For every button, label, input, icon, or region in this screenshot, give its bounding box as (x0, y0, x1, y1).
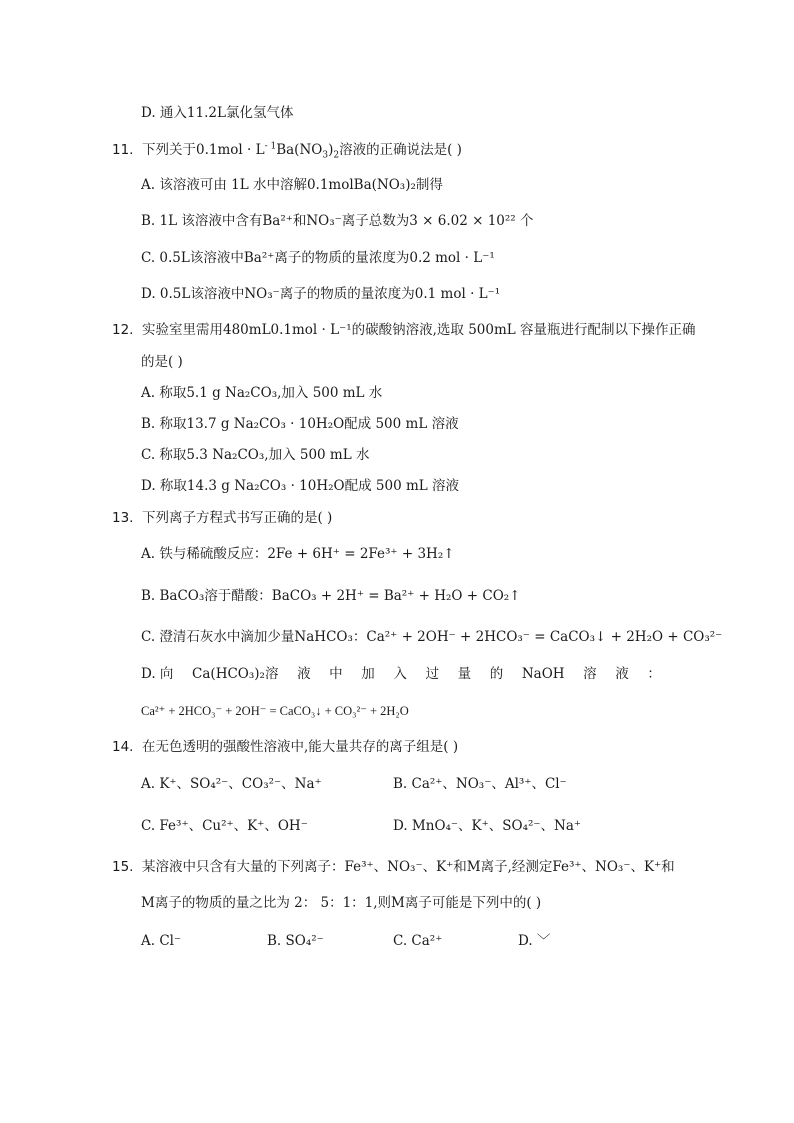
q11-option-c: C. 0.5L该溶液中Ba²⁺离子的物质的量浓度为0.2 mol · L⁻¹ (141, 250, 495, 266)
q13-stem: 13. 下列离子方程式书写正确的是( ) (112, 510, 333, 526)
q13-d-word: 量 (457, 666, 472, 682)
q12-stem-line1: 12. 实验室里需用480mL0.1mol · L⁻¹的碳酸钠溶液,选取 500mL 容量瓶进行配制以下操作正确 (112, 322, 696, 338)
q12-number: 12. (112, 322, 134, 338)
q12-option-b: B. 称取13.7 g Na₂CO₃ · 10H₂O配成 500 mL 溶液 (141, 416, 459, 432)
q10-option-d: D. 通入11.2L氯化氢气体 (141, 105, 294, 121)
q15-option-d: D. ﹀ (518, 933, 551, 949)
q13-option-b: B. BaCO₃溶于醋酸：BaCO₃ + 2H⁺ = Ba²⁺ + H₂O + CO₂↑ (141, 588, 521, 604)
q11-option-d: D. 0.5L该溶液中NO₃⁻离子的物质的量浓度为0.1 mol · L⁻¹ (141, 286, 501, 302)
q14-number: 14. (112, 739, 134, 755)
q13-d-word: 液 (615, 666, 629, 682)
q13-option-a: A. 铁与稀硫酸反应：2Fe + 6H⁺ = 2Fe³⁺ + 3H₂↑ (141, 546, 455, 562)
q15-option-c: C. Ca²⁺ (393, 933, 443, 949)
q13-d-word: 中 (329, 666, 343, 682)
q13-d-word: NaOH (521, 666, 565, 682)
q15-number: 15. (112, 859, 134, 875)
q14-stem: 14. 在无色透明的强酸性溶液中,能大量共存的离子组是( ) (112, 739, 459, 755)
q15-stem-line1: 15. 某溶液中只含有大量的下列离子：Fe³⁺、NO₃⁻、K⁺和M离子,经测定Fe³⁺、NO₃⁻、K⁺和 (112, 859, 675, 875)
q13-d-word: 加 (361, 666, 375, 682)
q14-option-c: C. Fe³⁺、Cu²⁺、K⁺、OH⁻ (141, 818, 308, 834)
q13-option-d-equation: Ca²⁺ + 2HCO₃⁻ + 2OH⁻ = CaCO₃↓ + CO₃²⁻ + 2H₂O (141, 704, 409, 718)
q12-stem-line2: 的是( ) (141, 354, 183, 370)
q13-number: 13. (112, 510, 134, 526)
q13-d-word: ： (647, 666, 661, 682)
q13-d-word: 的 (489, 666, 504, 682)
q13-d-word: 过 (425, 666, 439, 682)
q13-option-d-line1 (141, 664, 661, 684)
q13-d-word: 入 (393, 666, 407, 682)
q12-option-c: C. 称取5.3 Na₂CO₃,加入 500 mL 水 (141, 447, 370, 463)
q12-option-a: A. 称取5.1 g Na₂CO₃,加入 500 mL 水 (141, 385, 383, 401)
q14-option-d: D. MnO₄⁻、K⁺、SO₄²⁻、Na⁺ (393, 818, 582, 834)
q15-stem-line2: M离子的物质的量之比为 2： 5：1：1,则M离子可能是下列中的( ) (141, 895, 542, 911)
q13-d-word: 液 (297, 666, 311, 682)
q11-number: 11. (112, 142, 134, 158)
q13-d-word: Ca(HCO₃)₂溶 (192, 666, 279, 682)
q12-option-d: D. 称取14.3 g Na₂CO₃ · 10H₂O配成 500 mL 溶液 (141, 478, 460, 494)
q13-d-word: 溶 (583, 666, 597, 682)
q13-d-word: D. 向 (141, 666, 174, 682)
q11-option-a: A. 该溶液可由 1L 水中溶解0.1molBa(NO₃)₂制得 (141, 177, 443, 193)
q11-stem: 11. 下列关于$0.1mol \cdot L^{- 1}Ba(NO_3)_2$溶液的正确说法是( ) (112, 141, 462, 161)
q13-option-c: C. 澄清石灰水中滴加少量NaHCO₃：Ca²⁺ + 2OH⁻ + 2HCO₃⁻ = CaCO₃↓ + 2H₂O + CO₃²⁻ (141, 629, 723, 645)
q15-option-a: A. Cl⁻ (141, 933, 182, 949)
q11-option-b: B. 1L 该溶液中含有Ba²⁺和NO₃⁻离子总数为3 × 6.02 × 10²² 个 (141, 213, 534, 229)
q14-option-a: A. K⁺、SO₄²⁻、CO₃²⁻、Na⁺ (141, 776, 322, 792)
q15-option-b: B. SO₄²⁻ (267, 933, 324, 949)
q14-option-b: B. Ca²⁺、NO₃⁻、Al³⁺、Cl⁻ (393, 776, 567, 792)
